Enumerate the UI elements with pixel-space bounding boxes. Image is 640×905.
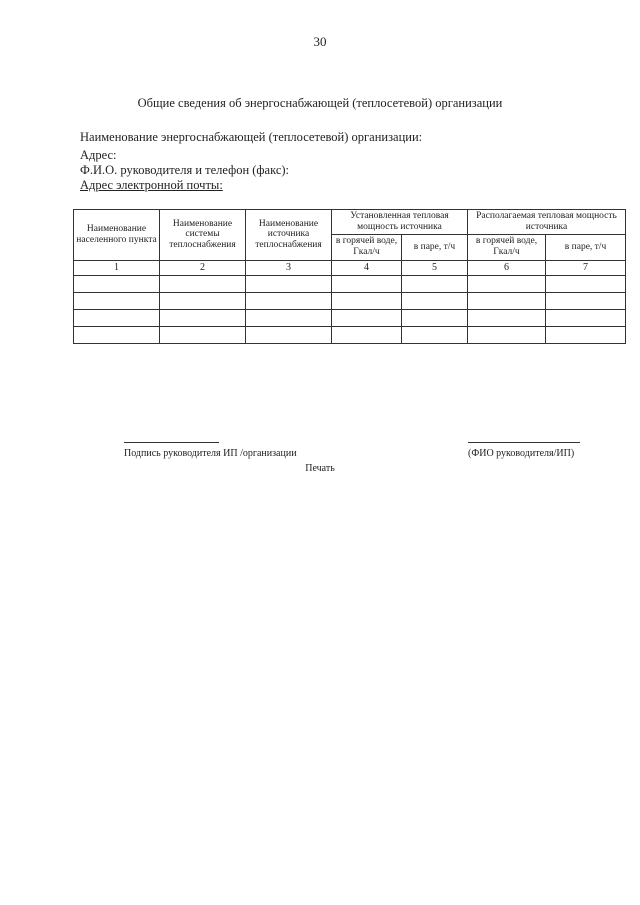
column-number: 4 [332,260,402,275]
header-available-hot-water: в горячей воде, Гкал/ч [468,234,546,260]
table-cell[interactable] [546,292,626,309]
table-cell[interactable] [74,326,160,343]
table-cell[interactable] [246,275,332,292]
table-cell[interactable] [402,275,468,292]
table-cell[interactable] [468,309,546,326]
table-cell[interactable] [74,309,160,326]
table-row [74,309,626,326]
table-cell[interactable] [546,275,626,292]
table-cell[interactable] [74,292,160,309]
table-cell[interactable] [402,309,468,326]
header-installed-steam: в паре, т/ч [402,234,468,260]
table-row [74,326,626,343]
header-settlement: Наименование населенного пункта [74,210,160,261]
heat-capacity-table [73,209,626,344]
table-cell[interactable] [332,275,402,292]
table-cell[interactable] [332,326,402,343]
signature-line [124,442,219,443]
table-cell[interactable] [468,326,546,343]
header-available-capacity: Располагаемая тепловая мощность источника [468,210,626,235]
table-cell[interactable] [246,292,332,309]
table-row [74,275,626,292]
column-number: 1 [74,260,160,275]
stamp-label: Печать [305,463,335,474]
column-number: 5 [402,260,468,275]
table-cell[interactable] [402,292,468,309]
table-cell[interactable] [246,309,332,326]
org-name-field: Наименование энергоснабжающей (теплосетевой) организации: [80,130,423,144]
head-contact-field: Ф.И.О. руководителя и телефон (факс): [80,163,290,177]
signature-label: Подпись руководителя ИП /организации [124,448,297,459]
table-cell[interactable] [402,326,468,343]
column-number-row [74,260,626,275]
table-row [74,292,626,309]
table-cell[interactable] [74,275,160,292]
table-cell[interactable] [160,292,246,309]
table-cell[interactable] [468,275,546,292]
header-source: Наименование источника теплоснабжения [246,210,332,261]
table-cell[interactable] [160,309,246,326]
table-cell[interactable] [468,292,546,309]
page-title: Общие сведения об энергоснабжающей (теплосетевой) организации [137,96,503,110]
header-system: Наименование системы теплоснабжения [160,210,246,261]
column-number: 7 [546,260,626,275]
header-installed-capacity: Установленная тепловая мощность источника [332,210,468,235]
table-cell[interactable] [332,309,402,326]
table-cell[interactable] [546,309,626,326]
table-cell[interactable] [246,326,332,343]
table-cell[interactable] [160,326,246,343]
column-number: 3 [246,260,332,275]
table-cell[interactable] [160,275,246,292]
page-number: 30 [313,34,327,49]
address-field: Адрес: [80,148,117,162]
table-cell[interactable] [332,292,402,309]
header-available-steam: в паре, т/ч [546,234,626,260]
column-number: 6 [468,260,546,275]
name-line [468,442,580,443]
email-field: Адрес электронной почты: [80,178,223,192]
header-installed-hot-water: в горячей воде, Гкал/ч [332,234,402,260]
name-label: (ФИО руководителя/ИП) [468,448,575,459]
column-number: 2 [160,260,246,275]
table-cell[interactable] [546,326,626,343]
